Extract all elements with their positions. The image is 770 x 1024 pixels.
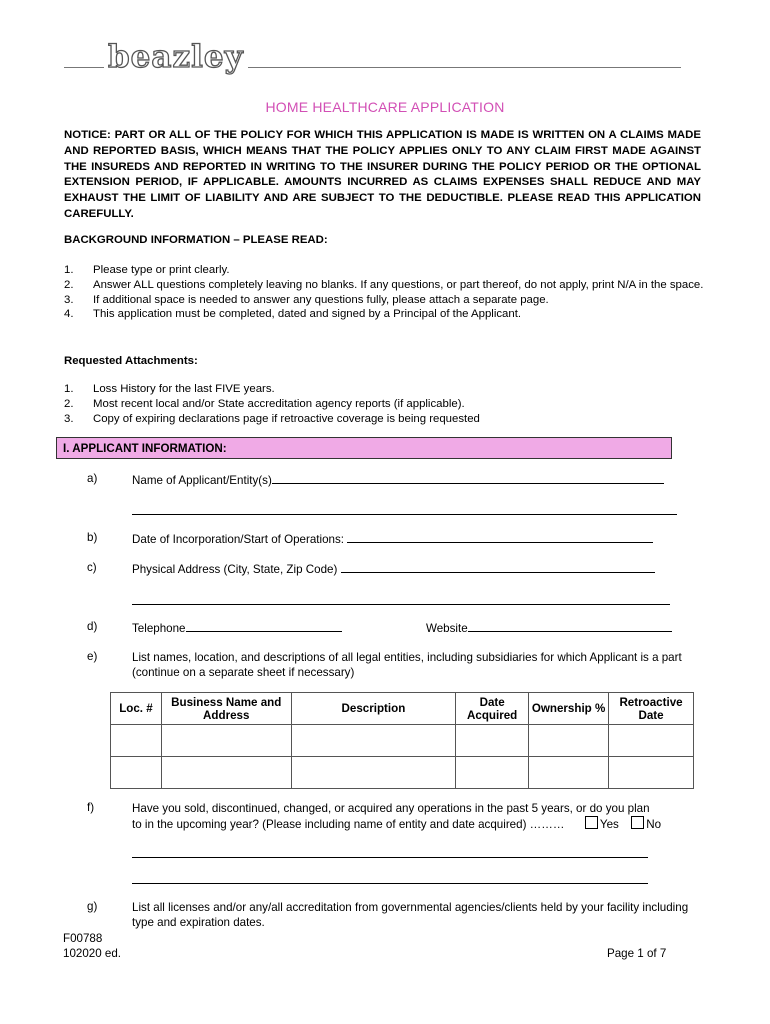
- col-header-business-name: Business Name and Address: [161, 693, 291, 725]
- background-list: [64, 263, 704, 322]
- page-title: HOME HEALTHCARE APPLICATION: [265, 99, 505, 115]
- background-heading: BACKGROUND INFORMATION – PLEASE READ:: [64, 234, 328, 246]
- yes-label: Yes: [599, 818, 619, 831]
- table-cell[interactable]: [529, 757, 609, 789]
- question-b-letter: b): [87, 531, 98, 544]
- physical-address-field-2[interactable]: [132, 604, 670, 605]
- list-item: 3. Copy of expiring declarations page if retroactive coverage is being requested: [64, 412, 480, 425]
- incorporation-date-field[interactable]: [347, 531, 653, 543]
- legal-entities-table: [110, 692, 694, 789]
- list-item: 1. Please type or print clearly.: [64, 264, 230, 276]
- table-row: [111, 725, 694, 757]
- question-f-line-1: Have you sold, discontinued, changed, or acquired any operations in the past 5 years, or do you plan: [132, 802, 650, 815]
- form-number: F00788: [63, 932, 103, 945]
- list-item: 2. Most recent local and/or State accreditation agency reports (if applicable).: [64, 397, 465, 410]
- table-cell[interactable]: [609, 757, 694, 789]
- no-label: No: [646, 818, 662, 831]
- page-number: Page 1 of 7: [607, 947, 667, 960]
- website-field[interactable]: [468, 620, 672, 632]
- question-e: List names, location, and descriptions of all legal entities, including subsidiaries for which Applicant is a part (continue on a separate sheet if necessary): [132, 651, 682, 679]
- table-cell[interactable]: [291, 757, 456, 789]
- list-item: 4. This application must be completed, dated and signed by a Principal of the Applicant.: [64, 308, 522, 321]
- table-cell[interactable]: [111, 757, 162, 789]
- question-c: [132, 561, 655, 577]
- question-b-label: Date of Incorporation/Start of Operations:: [132, 533, 348, 546]
- col-header-ownership: Ownership %: [529, 693, 609, 725]
- table-cell[interactable]: [161, 757, 291, 789]
- question-a-label: Name of Applicant/Entity(s): [132, 474, 272, 487]
- attachments-list: [64, 382, 704, 426]
- question-f: [132, 801, 702, 832]
- telephone-field[interactable]: [186, 620, 342, 632]
- table-cell[interactable]: [456, 757, 529, 789]
- table-cell[interactable]: [456, 725, 529, 757]
- list-item: 1. Loss History for the last FIVE years.: [64, 383, 275, 395]
- list-item: 3. If additional space is needed to answer any questions fully, please attach a separate page.: [64, 293, 549, 306]
- question-f-letter: f): [87, 801, 95, 814]
- question-g: List all licenses and/or any/all accreditation from governmental agencies/clients held by your facility including type and expiration dates.: [132, 901, 689, 929]
- operations-detail-field[interactable]: [132, 857, 648, 858]
- telephone-row: [132, 620, 342, 636]
- table-header-row: [111, 693, 694, 725]
- list-item: 2. Answer ALL questions completely leaving no blanks. If any questions, or part thereof, do not apply, print N/A in the space.: [64, 278, 704, 291]
- section-heading-applicant-information: I. APPLICANT INFORMATION:: [56, 437, 672, 459]
- beazley-logo: beazley: [104, 40, 248, 74]
- question-b: [132, 531, 653, 547]
- question-g-letter: g): [87, 900, 98, 913]
- table-cell[interactable]: [161, 725, 291, 757]
- col-header-date-acquired: Date Acquired: [456, 693, 529, 725]
- question-a: [132, 472, 664, 488]
- table-cell[interactable]: [111, 725, 162, 757]
- question-a-letter: a): [87, 472, 98, 485]
- operations-detail-field-2[interactable]: [132, 883, 648, 884]
- no-checkbox[interactable]: [631, 816, 644, 829]
- table-cell[interactable]: [291, 725, 456, 757]
- table-row: [111, 757, 694, 789]
- physical-address-field[interactable]: [341, 561, 655, 573]
- applicant-name-field-2[interactable]: [132, 514, 677, 515]
- col-header-loc: Loc. #: [111, 693, 162, 725]
- table-cell[interactable]: [609, 725, 694, 757]
- footer-form-info: [63, 931, 121, 961]
- applicant-name-field[interactable]: [272, 472, 664, 484]
- attachments-heading: Requested Attachments:: [64, 355, 198, 367]
- edition: 102020 ed.: [63, 947, 122, 960]
- question-d-letter: d): [87, 620, 98, 633]
- question-c-letter: c): [87, 561, 97, 574]
- question-f-line-2: [132, 816, 702, 832]
- telephone-label: Telephone: [132, 622, 186, 635]
- table-cell[interactable]: [529, 725, 609, 757]
- website-label: Website: [426, 622, 468, 635]
- notice-text: NOTICE: PART OR ALL OF THE POLICY FOR WHICH THIS APPLICATION IS MADE IS WRITTEN ON A CLAIMS MADE AND REPORTED BASIS, WHICH MEANS THAT THE POLICY APPLIES ONLY TO ANY CLAIM FIRST MADE AGAINST THE INSUREDS AND REPORTED IN WRITING TO THE INSURER DURING THE POLICY PERIOD OR THE OPTIONAL EXTENSION PERIOD, IF APPLICABLE. AMOUNTS INCURRED AS CLAIMS EXPENSES SHALL REDUCE AND MAY EXHAUST THE LIMIT OF LIABILITY AND ARE SUBJECT TO THE DEDUCTIBLE. PLEASE READ THIS APPLICATION CAREFULLY.: [64, 129, 701, 220]
- question-c-label: Physical Address (City, State, Zip Code): [132, 563, 341, 576]
- question-f-line-2-text: to in the upcoming year? (Please including name of entity and date acquired) ………: [132, 818, 565, 831]
- col-header-retroactive-date: Retroactive Date: [609, 693, 694, 725]
- col-header-description: Description: [291, 693, 456, 725]
- question-e-letter: e): [87, 650, 98, 663]
- yes-checkbox[interactable]: [585, 816, 598, 829]
- website-row: [426, 620, 672, 636]
